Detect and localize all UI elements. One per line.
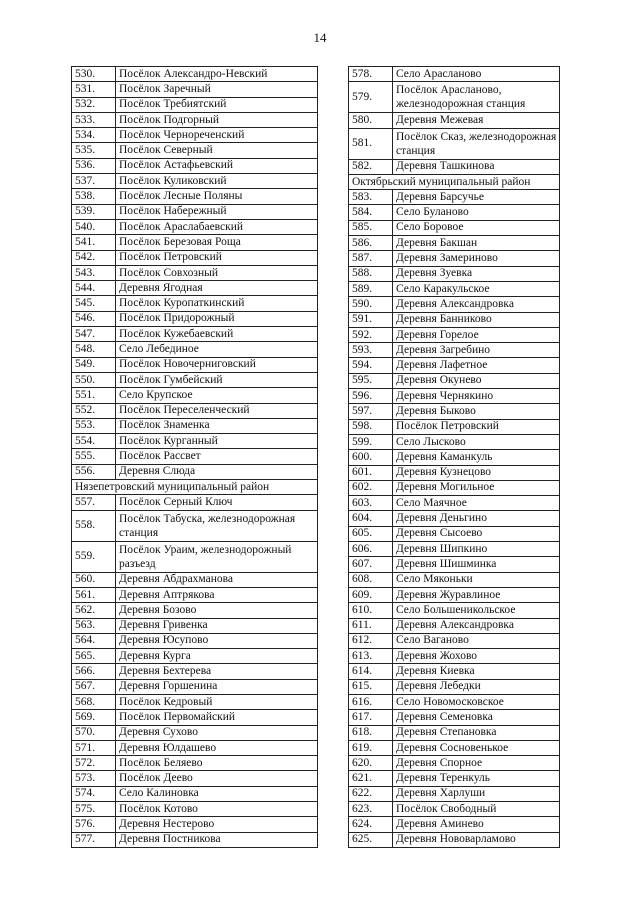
row-number: 603. [349,496,393,511]
table-row [349,725,560,740]
settlement-name: Посёлок Чернореченский [116,128,318,143]
row-number: 602. [349,480,393,495]
table-row [349,297,560,312]
row-number: 572. [72,756,116,771]
settlement-name: Посёлок Курганный [116,434,318,449]
table-row [349,633,560,648]
settlement-name: Деревня Сосновенькое [393,740,560,755]
table-row [349,251,560,266]
row-number: 552. [72,403,116,418]
settlement-name: Посёлок Куропаткинский [116,296,318,311]
row-number: 536. [72,158,116,173]
table-row [72,403,318,418]
settlement-name: Посёлок Березовая Роща [116,235,318,250]
row-number: 588. [349,266,393,281]
row-number: 581. [349,128,393,159]
settlement-name: Посёлок Первомайский [116,710,318,725]
settlement-name: Посёлок Требиятский [116,97,318,112]
table-row [349,786,560,801]
settlement-name: Деревня Бозово [116,603,318,618]
row-number: 573. [72,771,116,786]
settlement-name: Посёлок Александро-Невский [116,67,318,82]
settlement-name: Деревня Бехтерева [116,664,318,679]
row-number: 594. [349,358,393,373]
row-number: 600. [349,450,393,465]
row-number: 614. [349,664,393,679]
row-number: 580. [349,113,393,128]
settlement-name: Село Большеникольское [393,603,560,618]
settlement-name: Деревня Курга [116,649,318,664]
table-row [72,633,318,648]
settlement-name: Деревня Сысоево [393,526,560,541]
row-number: 556. [72,464,116,479]
settlement-name: Деревня Киевка [393,664,560,679]
table-row [349,190,560,205]
table-row [349,450,560,465]
row-number: 557. [72,495,116,510]
table-row [349,802,560,817]
table-row [349,128,560,159]
settlement-name: Посёлок Лесные Поляны [116,189,318,204]
table-row [72,740,318,755]
row-number: 605. [349,526,393,541]
row-number: 550. [72,372,116,387]
row-number: 577. [72,832,116,847]
table-row [72,219,318,234]
settlement-name: Деревня Шишминка [393,557,560,572]
row-number: 591. [349,312,393,327]
right-table-body [349,67,560,848]
settlement-name: Деревня Нововарламово [393,832,560,847]
row-number: 610. [349,603,393,618]
row-number: 551. [72,388,116,403]
settlement-name: Деревня Гривенка [116,618,318,633]
settlement-name: Посёлок Беляево [116,756,318,771]
settlement-name: Деревня Сухово [116,725,318,740]
table-row [349,465,560,480]
table-row [349,603,560,618]
district-name: Нязепетровский муниципальный район [72,480,318,495]
table-row [72,311,318,326]
settlement-name: Село Буланово [393,205,560,220]
settlement-name: Посёлок Совхозный [116,265,318,280]
table-row [72,434,318,449]
table-row [349,664,560,679]
district-header-row [349,174,560,189]
settlement-name: Деревня Барсучье [393,190,560,205]
settlement-name: Деревня Слюда [116,464,318,479]
row-number: 574. [72,786,116,801]
table-row [72,603,318,618]
row-number: 549. [72,357,116,372]
table-row [349,434,560,449]
table-row [72,587,318,602]
settlement-name: Село Лебединое [116,342,318,357]
settlement-name: Село Каракульское [393,281,560,296]
row-number: 607. [349,557,393,572]
settlement-name: Деревня Шипкино [393,542,560,557]
row-number: 575. [72,802,116,817]
row-number: 564. [72,633,116,648]
table-row [349,220,560,235]
row-number: 539. [72,204,116,219]
settlement-name: Посёлок Ураим, железнодорожный разъезд [116,541,318,572]
table-row [72,464,318,479]
table-row [349,389,560,404]
table-row [72,327,318,342]
row-number: 597. [349,404,393,419]
row-number: 623. [349,802,393,817]
table-row [72,235,318,250]
table-row [349,312,560,327]
row-number: 601. [349,465,393,480]
settlement-name: Деревня Межевая [393,113,560,128]
table-row [349,358,560,373]
row-number: 568. [72,694,116,709]
table-row [72,710,318,725]
settlement-name: Деревня Жохово [393,649,560,664]
row-number: 611. [349,618,393,633]
settlement-name: Посёлок Заречный [116,82,318,97]
row-number: 608. [349,572,393,587]
row-number: 531. [72,82,116,97]
settlement-name: Посёлок Придорожный [116,311,318,326]
settlement-name: Посёлок Подгорный [116,112,318,127]
row-number: 558. [72,510,116,541]
table-row [349,511,560,526]
row-number: 566. [72,664,116,679]
row-number: 584. [349,205,393,220]
table-row [349,572,560,587]
settlement-name: Деревня Нестерово [116,817,318,832]
settlement-name: Посёлок Гумбейский [116,372,318,387]
district-name: Октябрьский муниципальный район [349,174,560,189]
settlement-name: Деревня Спорное [393,756,560,771]
settlement-name: Посёлок Серный Ключ [116,495,318,510]
settlement-name: Посёлок Свободный [393,802,560,817]
row-number: 541. [72,235,116,250]
row-number: 621. [349,771,393,786]
row-number: 538. [72,189,116,204]
table-row [349,710,560,725]
settlement-name: Село Арасланово [393,67,560,82]
row-number: 606. [349,542,393,557]
row-number: 542. [72,250,116,265]
settlement-name: Деревня Кузнецово [393,465,560,480]
row-number: 622. [349,786,393,801]
row-number: 561. [72,587,116,602]
table-row [72,832,318,847]
table-row [72,756,318,771]
settlement-name: Посёлок Петровский [393,419,560,434]
table-row [72,817,318,832]
row-number: 598. [349,419,393,434]
table-row [349,327,560,342]
page-number: 14 [313,30,327,45]
row-number: 578. [349,67,393,82]
table-row [72,802,318,817]
settlement-name: Деревня Чернякино [393,389,560,404]
table-row [349,542,560,557]
row-number: 555. [72,449,116,464]
table-row [349,694,560,709]
table-row [349,526,560,541]
row-number: 553. [72,418,116,433]
table-row [72,357,318,372]
settlement-name: Село Боровое [393,220,560,235]
settlement-name: Посёлок Куликовский [116,174,318,189]
row-number: 615. [349,679,393,694]
settlement-name: Село Калиновка [116,786,318,801]
row-number: 559. [72,541,116,572]
row-number: 625. [349,832,393,847]
row-number: 570. [72,725,116,740]
table-row [72,541,318,572]
settlements-table-left [71,66,318,848]
settlement-name: Посёлок Кужебаевский [116,327,318,342]
row-number: 567. [72,679,116,694]
settlement-name: Деревня Загребино [393,343,560,358]
settlement-name: Деревня Аптрякова [116,587,318,602]
table-row [349,82,560,113]
table-row [72,97,318,112]
table-row [349,159,560,174]
settlement-name: Посёлок Кедровый [116,694,318,709]
row-number: 540. [72,219,116,234]
table-row [72,342,318,357]
settlement-name: Деревня Журавлиное [393,587,560,602]
row-number: 612. [349,633,393,648]
district-header-row [72,480,318,495]
settlement-name: Село Мяконьки [393,572,560,587]
table-row [72,265,318,280]
row-number: 619. [349,740,393,755]
table-row [72,82,318,97]
table-row [72,572,318,587]
settlement-name: Деревня Замериново [393,251,560,266]
row-number: 547. [72,327,116,342]
settlement-name: Село Новомосковское [393,694,560,709]
row-number: 565. [72,649,116,664]
table-row [349,587,560,602]
table-row [349,649,560,664]
settlement-name: Посёлок Деево [116,771,318,786]
table-row [72,281,318,296]
table-row [349,343,560,358]
table-row [72,649,318,664]
table-row [349,67,560,82]
settlement-name: Деревня Абдрахманова [116,572,318,587]
row-number: 585. [349,220,393,235]
settlement-name: Посёлок Табуска, железнодорожная станция [116,510,318,541]
row-number: 592. [349,327,393,342]
table-row [349,419,560,434]
settlement-name: Посёлок Знаменка [116,418,318,433]
row-number: 533. [72,112,116,127]
settlement-name: Посёлок Сказ, железнодорожная станция [393,128,560,159]
settlement-name: Посёлок Котово [116,802,318,817]
row-number: 569. [72,710,116,725]
settlement-name: Посёлок Петровский [116,250,318,265]
table-row [72,128,318,143]
table-row [72,786,318,801]
row-number: 535. [72,143,116,158]
table-row [349,373,560,388]
row-number: 618. [349,725,393,740]
settlement-name: Деревня Юлдашево [116,740,318,755]
table-row [72,694,318,709]
row-number: 613. [349,649,393,664]
row-number: 554. [72,434,116,449]
settlement-name: Деревня Александровка [393,297,560,312]
row-number: 562. [72,603,116,618]
table-row [349,832,560,847]
table-row [72,296,318,311]
row-number: 583. [349,190,393,205]
table-row [72,418,318,433]
table-row [349,756,560,771]
settlement-name: Деревня Харлуши [393,786,560,801]
settlement-name: Посёлок Новочерниговский [116,357,318,372]
table-row [72,112,318,127]
row-number: 599. [349,434,393,449]
table-row [349,236,560,251]
settlement-name: Деревня Степановка [393,725,560,740]
table-row [72,771,318,786]
settlement-name: Деревня Ягодная [116,281,318,296]
table-row [349,113,560,128]
row-number: 587. [349,251,393,266]
settlement-name: Деревня Окунево [393,373,560,388]
settlement-name: Деревня Александровка [393,618,560,633]
table-row [72,679,318,694]
table-row [349,679,560,694]
table-row [72,174,318,189]
left-table-body [72,67,318,848]
settlement-name: Деревня Ташкинова [393,159,560,174]
row-number: 530. [72,67,116,82]
row-number: 596. [349,389,393,404]
settlement-name: Село Ваганово [393,633,560,648]
row-number: 560. [72,572,116,587]
table-row [72,204,318,219]
row-number: 534. [72,128,116,143]
row-number: 582. [349,159,393,174]
table-row [349,618,560,633]
settlement-name: Деревня Юсупово [116,633,318,648]
table-row [72,250,318,265]
row-number: 563. [72,618,116,633]
settlement-name: Посёлок Набережный [116,204,318,219]
settlement-name: Посёлок Арасланово, железнодорожная станция [393,82,560,113]
table-row [72,67,318,82]
settlement-name: Деревня Каманкуль [393,450,560,465]
settlement-name: Деревня Семеновка [393,710,560,725]
settlement-name: Село Маячное [393,496,560,511]
row-number: 579. [349,82,393,113]
settlement-name: Посёлок Астафьевский [116,158,318,173]
table-row [349,404,560,419]
row-number: 616. [349,694,393,709]
settlement-name: Посёлок Переселенческий [116,403,318,418]
table-row [72,618,318,633]
settlement-name: Деревня Лафетное [393,358,560,373]
settlement-name: Деревня Деньгино [393,511,560,526]
row-number: 595. [349,373,393,388]
row-number: 609. [349,587,393,602]
table-row [349,817,560,832]
row-number: 586. [349,236,393,251]
settlement-name: Посёлок Рассвет [116,449,318,464]
settlement-name: Деревня Лебедки [393,679,560,694]
table-row [72,372,318,387]
table-row [349,205,560,220]
table-row [349,557,560,572]
settlement-name: Деревня Горелое [393,327,560,342]
table-row [72,510,318,541]
row-number: 546. [72,311,116,326]
row-number: 624. [349,817,393,832]
table-row [72,189,318,204]
settlement-name: Деревня Банниково [393,312,560,327]
table-row [72,664,318,679]
settlement-name: Село Крупское [116,388,318,403]
row-number: 617. [349,710,393,725]
row-number: 576. [72,817,116,832]
table-row [349,740,560,755]
settlement-name: Деревня Горшенина [116,679,318,694]
settlement-name: Деревня Быково [393,404,560,419]
row-number: 571. [72,740,116,755]
table-row [72,158,318,173]
table-row [72,388,318,403]
row-number: 543. [72,265,116,280]
table-row [349,281,560,296]
row-number: 620. [349,756,393,771]
row-number: 545. [72,296,116,311]
table-row [349,771,560,786]
row-number: 604. [349,511,393,526]
settlements-table-right [348,66,560,848]
row-number: 589. [349,281,393,296]
table-row [72,449,318,464]
table-row [349,496,560,511]
table-row [72,143,318,158]
row-number: 537. [72,174,116,189]
table-row [72,495,318,510]
settlement-name: Деревня Постникова [116,832,318,847]
row-number: 590. [349,297,393,312]
table-row [72,725,318,740]
settlement-name: Деревня Могильное [393,480,560,495]
row-number: 532. [72,97,116,112]
settlement-name: Деревня Аминево [393,817,560,832]
row-number: 544. [72,281,116,296]
settlement-name: Деревня Зуевка [393,266,560,281]
row-number: 593. [349,343,393,358]
settlement-name: Деревня Теренкуль [393,771,560,786]
row-number: 548. [72,342,116,357]
table-row [349,266,560,281]
settlement-name: Село Лысково [393,434,560,449]
settlement-name: Посёлок Северный [116,143,318,158]
table-row [349,480,560,495]
settlement-name: Посёлок Араслабаевский [116,219,318,234]
settlement-name: Деревня Бакшан [393,236,560,251]
